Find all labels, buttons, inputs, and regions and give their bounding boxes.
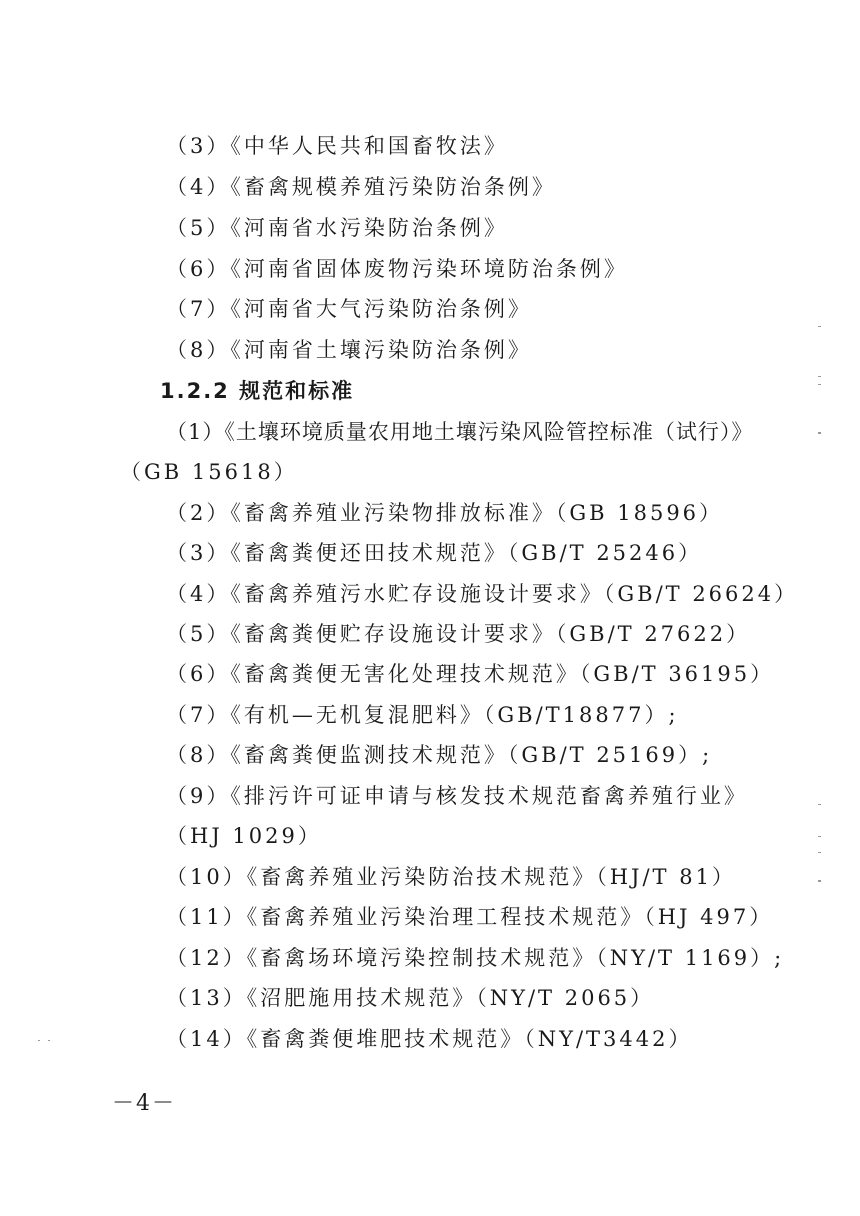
scan-speck — [818, 326, 821, 327]
law-item-4: （4）《畜禽规模养殖污染防治条例》 — [166, 175, 556, 199]
standard-item-13: （13）《沼肥施用技术规范》（NY/T 2065） — [166, 986, 655, 1010]
scan-speck — [818, 384, 821, 385]
standard-item-9: （9）《排污许可证申请与核发技术规范畜禽养殖行业》 — [166, 784, 748, 808]
scan-speck — [818, 852, 821, 853]
section-heading: 1.2.2 规范和标准 — [160, 379, 355, 403]
standard-item-5: （5）《畜禽粪便贮存设施设计要求》（GB/T 27622） — [166, 622, 751, 646]
law-item-8: （8）《河南省土壤污染防治条例》 — [166, 338, 532, 362]
scan-speck — [38, 1040, 40, 1041]
page-number: －4－ — [112, 1091, 176, 1116]
standard-item-1: （1）《土壤环境质量农用地土壤污染风险管控标准（试行）》 — [166, 420, 754, 444]
law-item-5: （5）《河南省水污染防治条例》 — [166, 216, 508, 240]
scan-speck — [48, 1040, 50, 1041]
law-item-6: （6）《河南省固体废物污染环境防治条例》 — [166, 257, 628, 281]
scan-speck — [818, 376, 821, 377]
law-item-7: （7）《河南省大气污染防治条例》 — [166, 297, 532, 321]
standard-item-8: （8）《畜禽粪便监测技术规范》（GB/T 25169）; — [166, 743, 713, 767]
standard-item-14: （14）《畜禽粪便堆肥技术规范》（NY/T3442） — [166, 1027, 693, 1051]
scan-speck — [818, 432, 821, 434]
standard-item-11: （11）《畜禽养殖业污染治理工程技术规范》（HJ 497） — [166, 905, 774, 929]
standard-item-1-code: （GB 15618） — [120, 460, 298, 484]
scan-speck — [818, 880, 821, 882]
standard-item-4: （4）《畜禽养殖污水贮存设施设计要求》（GB/T 26624） — [166, 582, 799, 606]
standard-item-12: （12）《畜禽场环境污染控制技术规范》（NY/T 1169）; — [166, 946, 785, 970]
standard-item-6: （6）《畜禽粪便无害化处理技术规范》（GB/T 36195） — [166, 662, 775, 686]
law-item-3: （3）《中华人民共和国畜牧法》 — [166, 134, 508, 158]
standard-item-10: （10）《畜禽养殖业污染防治技术规范》（HJ/T 81） — [166, 865, 736, 889]
standard-item-9-code: （HJ 1029） — [166, 824, 322, 848]
standard-item-7: （7）《有机—无机复混肥料》（GB/T18877）; — [166, 703, 679, 727]
scan-speck — [818, 836, 821, 837]
standard-item-2: （2）《畜禽养殖业污染物排放标准》（GB 18596） — [166, 501, 724, 525]
scan-speck — [818, 804, 821, 805]
standard-item-3: （3）《畜禽粪便还田技术规范》（GB/T 25246） — [166, 541, 703, 565]
